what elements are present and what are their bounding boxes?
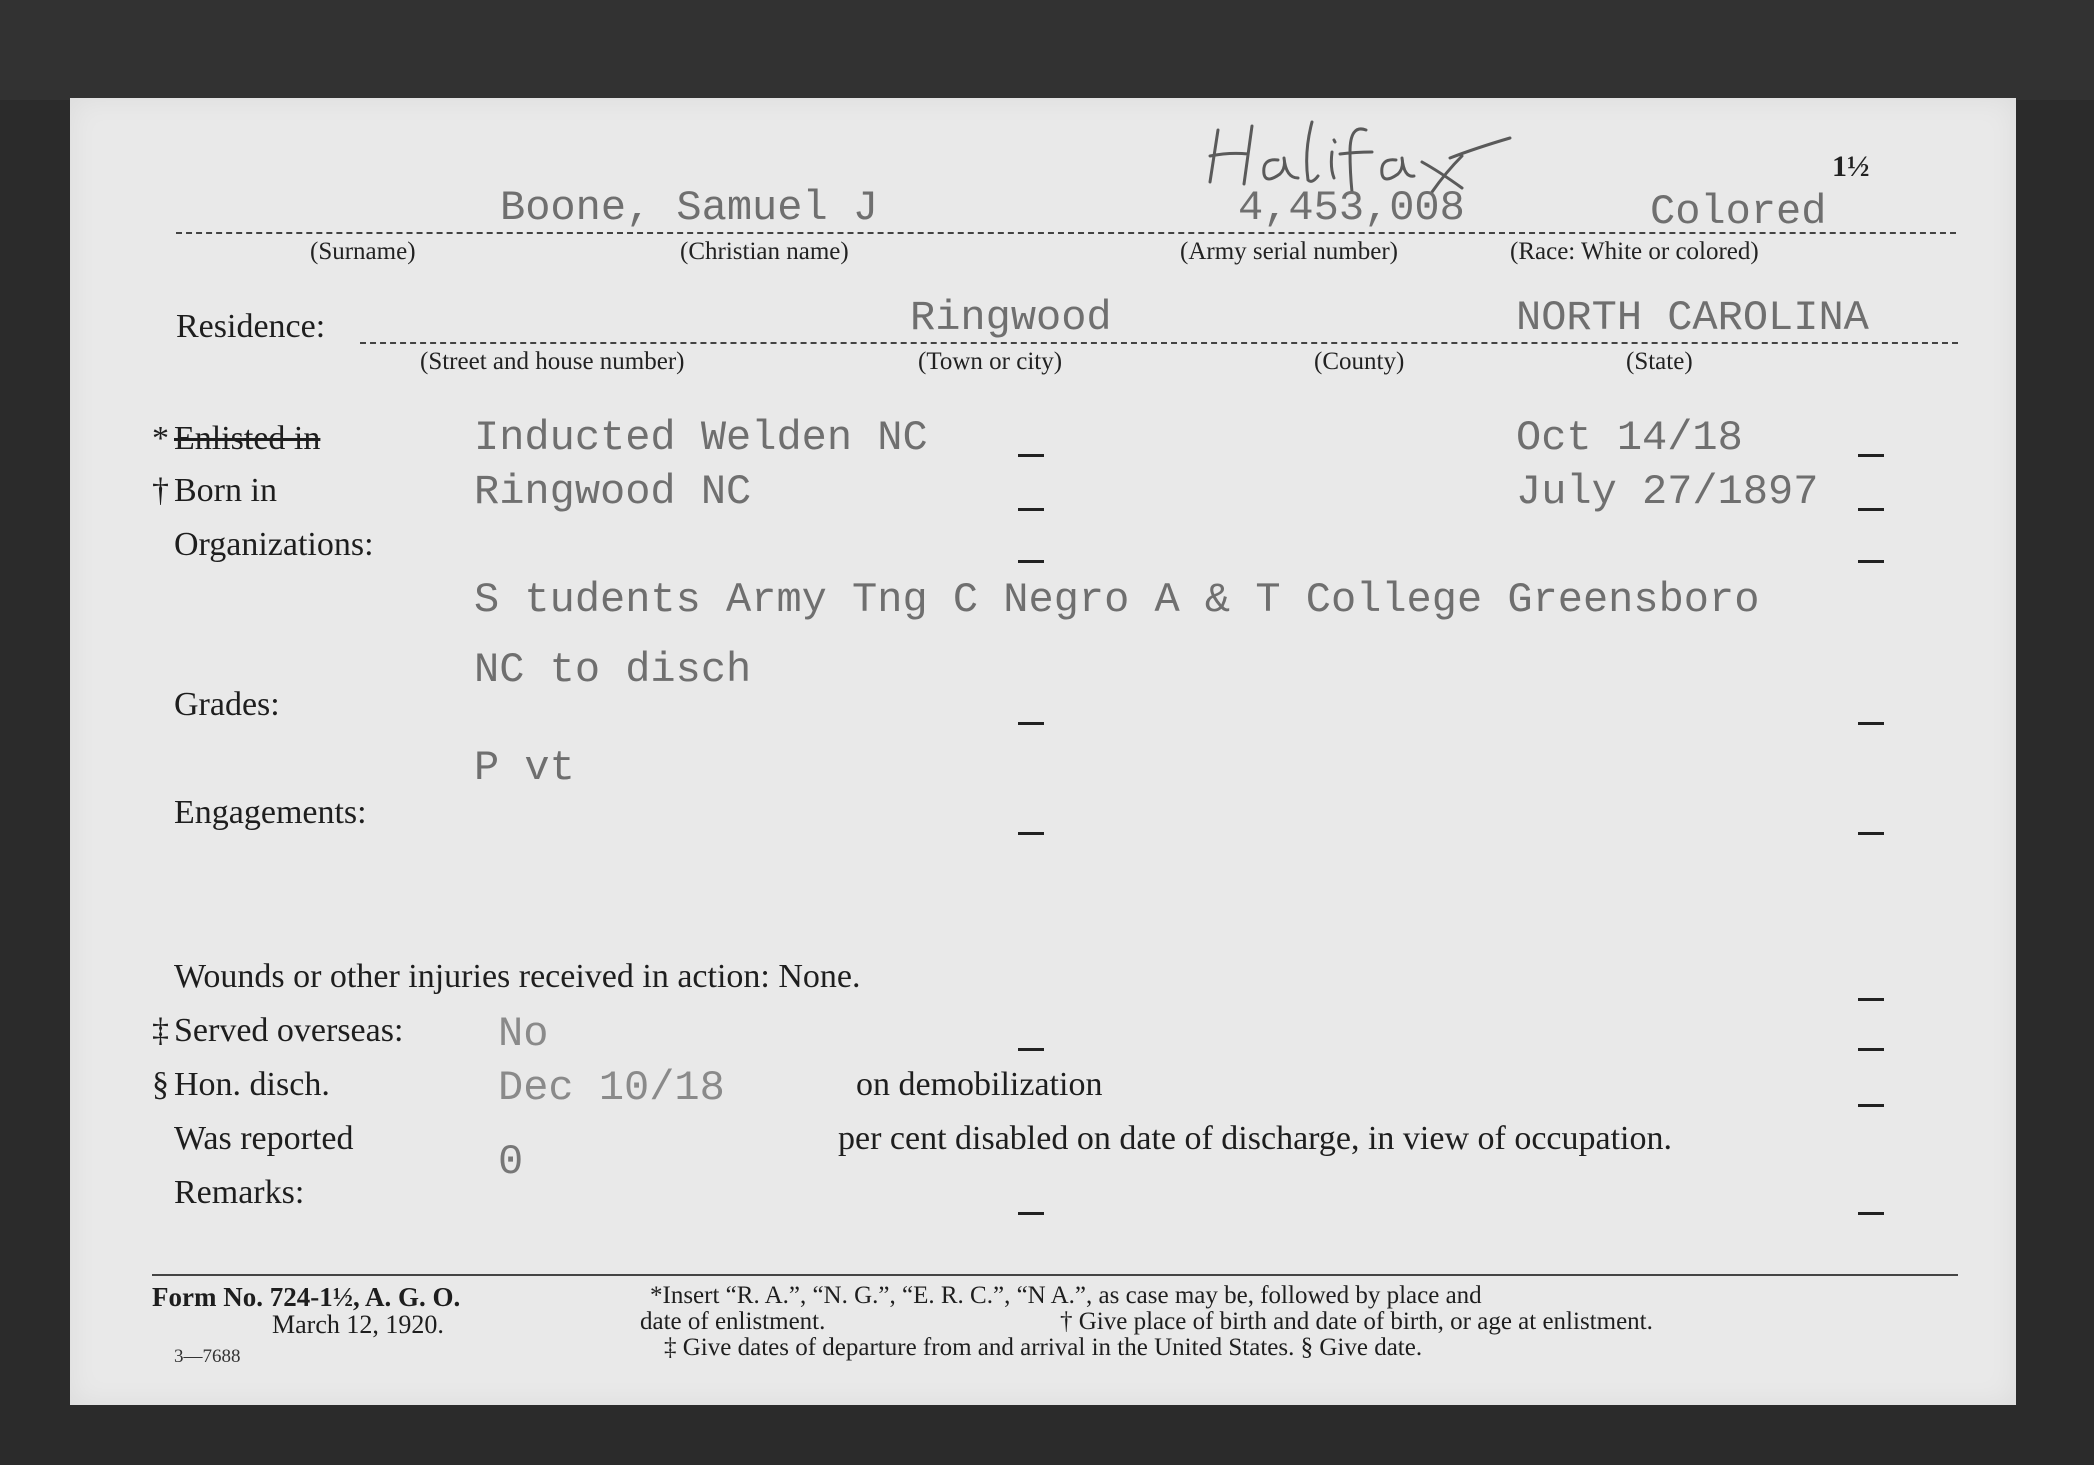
organizations-value-line-1: S tudents Army Tng C Negro A & T College Greensboro xyxy=(474,576,1760,624)
dash-mark xyxy=(1858,560,1884,563)
service-record-card xyxy=(70,98,2016,1405)
card-number: 1½ xyxy=(1832,150,1870,183)
dash-mark xyxy=(1858,998,1884,1001)
dash-mark xyxy=(1858,722,1884,725)
dash-mark xyxy=(1858,1048,1884,1051)
hon-disch-mark: § xyxy=(152,1066,169,1103)
hon-disch-note: on demobilization xyxy=(856,1066,1103,1103)
serial-caption: (Army serial number) xyxy=(1180,238,1398,265)
residence-dotted-line xyxy=(360,342,1958,344)
identity-dotted-line xyxy=(176,232,1956,234)
dash-mark xyxy=(1018,1048,1044,1051)
dash-mark xyxy=(1018,832,1044,835)
enlisted-label: Enlisted in xyxy=(174,420,321,457)
residence-town-value: Ringwood xyxy=(910,294,1112,342)
grades-label: Grades: xyxy=(174,686,280,723)
race-value: Colored xyxy=(1650,188,1827,236)
born-place-value: Ringwood NC xyxy=(474,468,752,516)
army-serial-number-value: 4,453,008 xyxy=(1238,184,1465,232)
grades-value: P vt xyxy=(474,744,575,792)
dash-mark xyxy=(1858,1212,1884,1215)
form-date: March 12, 1920. xyxy=(272,1310,444,1339)
form-number: Form No. 724-1½, A. G. O. xyxy=(152,1282,461,1312)
state-caption: (State) xyxy=(1626,348,1693,375)
served-overseas-value: No xyxy=(498,1010,549,1058)
disability-note: per cent disabled on date of discharge, in view of occupation. xyxy=(838,1120,1672,1157)
remarks-label: Remarks: xyxy=(174,1174,305,1211)
surname-christian-name-value: Boone, Samuel J xyxy=(500,184,879,232)
surname-caption: (Surname) xyxy=(310,238,416,265)
dash-mark xyxy=(1858,508,1884,511)
was-reported-label: Was reported xyxy=(174,1120,354,1157)
residence-label: Residence: xyxy=(176,308,326,345)
overseas-mark: ‡ xyxy=(152,1012,169,1049)
residence-state-value: NORTH CAROLINA xyxy=(1516,294,1869,342)
dash-mark xyxy=(1018,722,1044,725)
wounds-text: Wounds or other injuries received in action: None. xyxy=(174,958,861,995)
race-caption: (Race: White or colored) xyxy=(1510,238,1759,265)
disability-percent-value: 0 xyxy=(498,1138,524,1186)
engagements-label: Engagements: xyxy=(174,794,367,831)
dash-mark xyxy=(1018,1212,1044,1215)
christian-name-caption: (Christian name) xyxy=(680,238,849,265)
county-caption: (County) xyxy=(1314,348,1405,375)
hon-disch-label: Hon. disch. xyxy=(174,1066,330,1103)
enlisted-mark: * xyxy=(152,420,169,457)
served-overseas-label: Served overseas: xyxy=(174,1012,404,1049)
enlisted-place-value: Inducted Welden NC xyxy=(474,414,928,462)
hon-disch-date-value: Dec 10/18 xyxy=(498,1064,725,1112)
born-date-value: July 27/1897 xyxy=(1516,468,1819,516)
print-code: 3—7688 xyxy=(174,1346,241,1367)
dash-mark xyxy=(1858,832,1884,835)
footnote-enlistment-cont: date of enlistment. xyxy=(640,1308,826,1335)
footnote-enlistment: *Insert “R. A.”, “N. G.”, “E. R. C.”, “N A.”, as case may be, followed by place and xyxy=(650,1282,1482,1309)
organizations-value-line-2: NC to disch xyxy=(474,646,752,694)
footer-rule xyxy=(152,1274,1958,1276)
street-caption: (Street and house number) xyxy=(420,348,685,375)
born-label: Born in xyxy=(174,472,277,509)
handwritten-county-text: Halifax xyxy=(1200,112,1203,113)
dash-mark xyxy=(1018,508,1044,511)
dash-mark xyxy=(1858,1104,1884,1107)
dash-mark xyxy=(1858,454,1884,457)
dash-mark xyxy=(1018,454,1044,457)
organizations-label: Organizations: xyxy=(174,526,374,563)
footnote-overseas-discharge: ‡ Give dates of departure from and arrival in the United States. § Give date. xyxy=(664,1334,1423,1361)
footnote-birth: † Give place of birth and date of birth, or age at enlistment. xyxy=(1060,1308,1653,1335)
born-mark: † xyxy=(152,472,169,509)
enlisted-date-value: Oct 14/18 xyxy=(1516,414,1743,462)
dash-mark xyxy=(1018,560,1044,563)
scanner-background xyxy=(0,0,2094,100)
town-caption: (Town or city) xyxy=(918,348,1063,375)
